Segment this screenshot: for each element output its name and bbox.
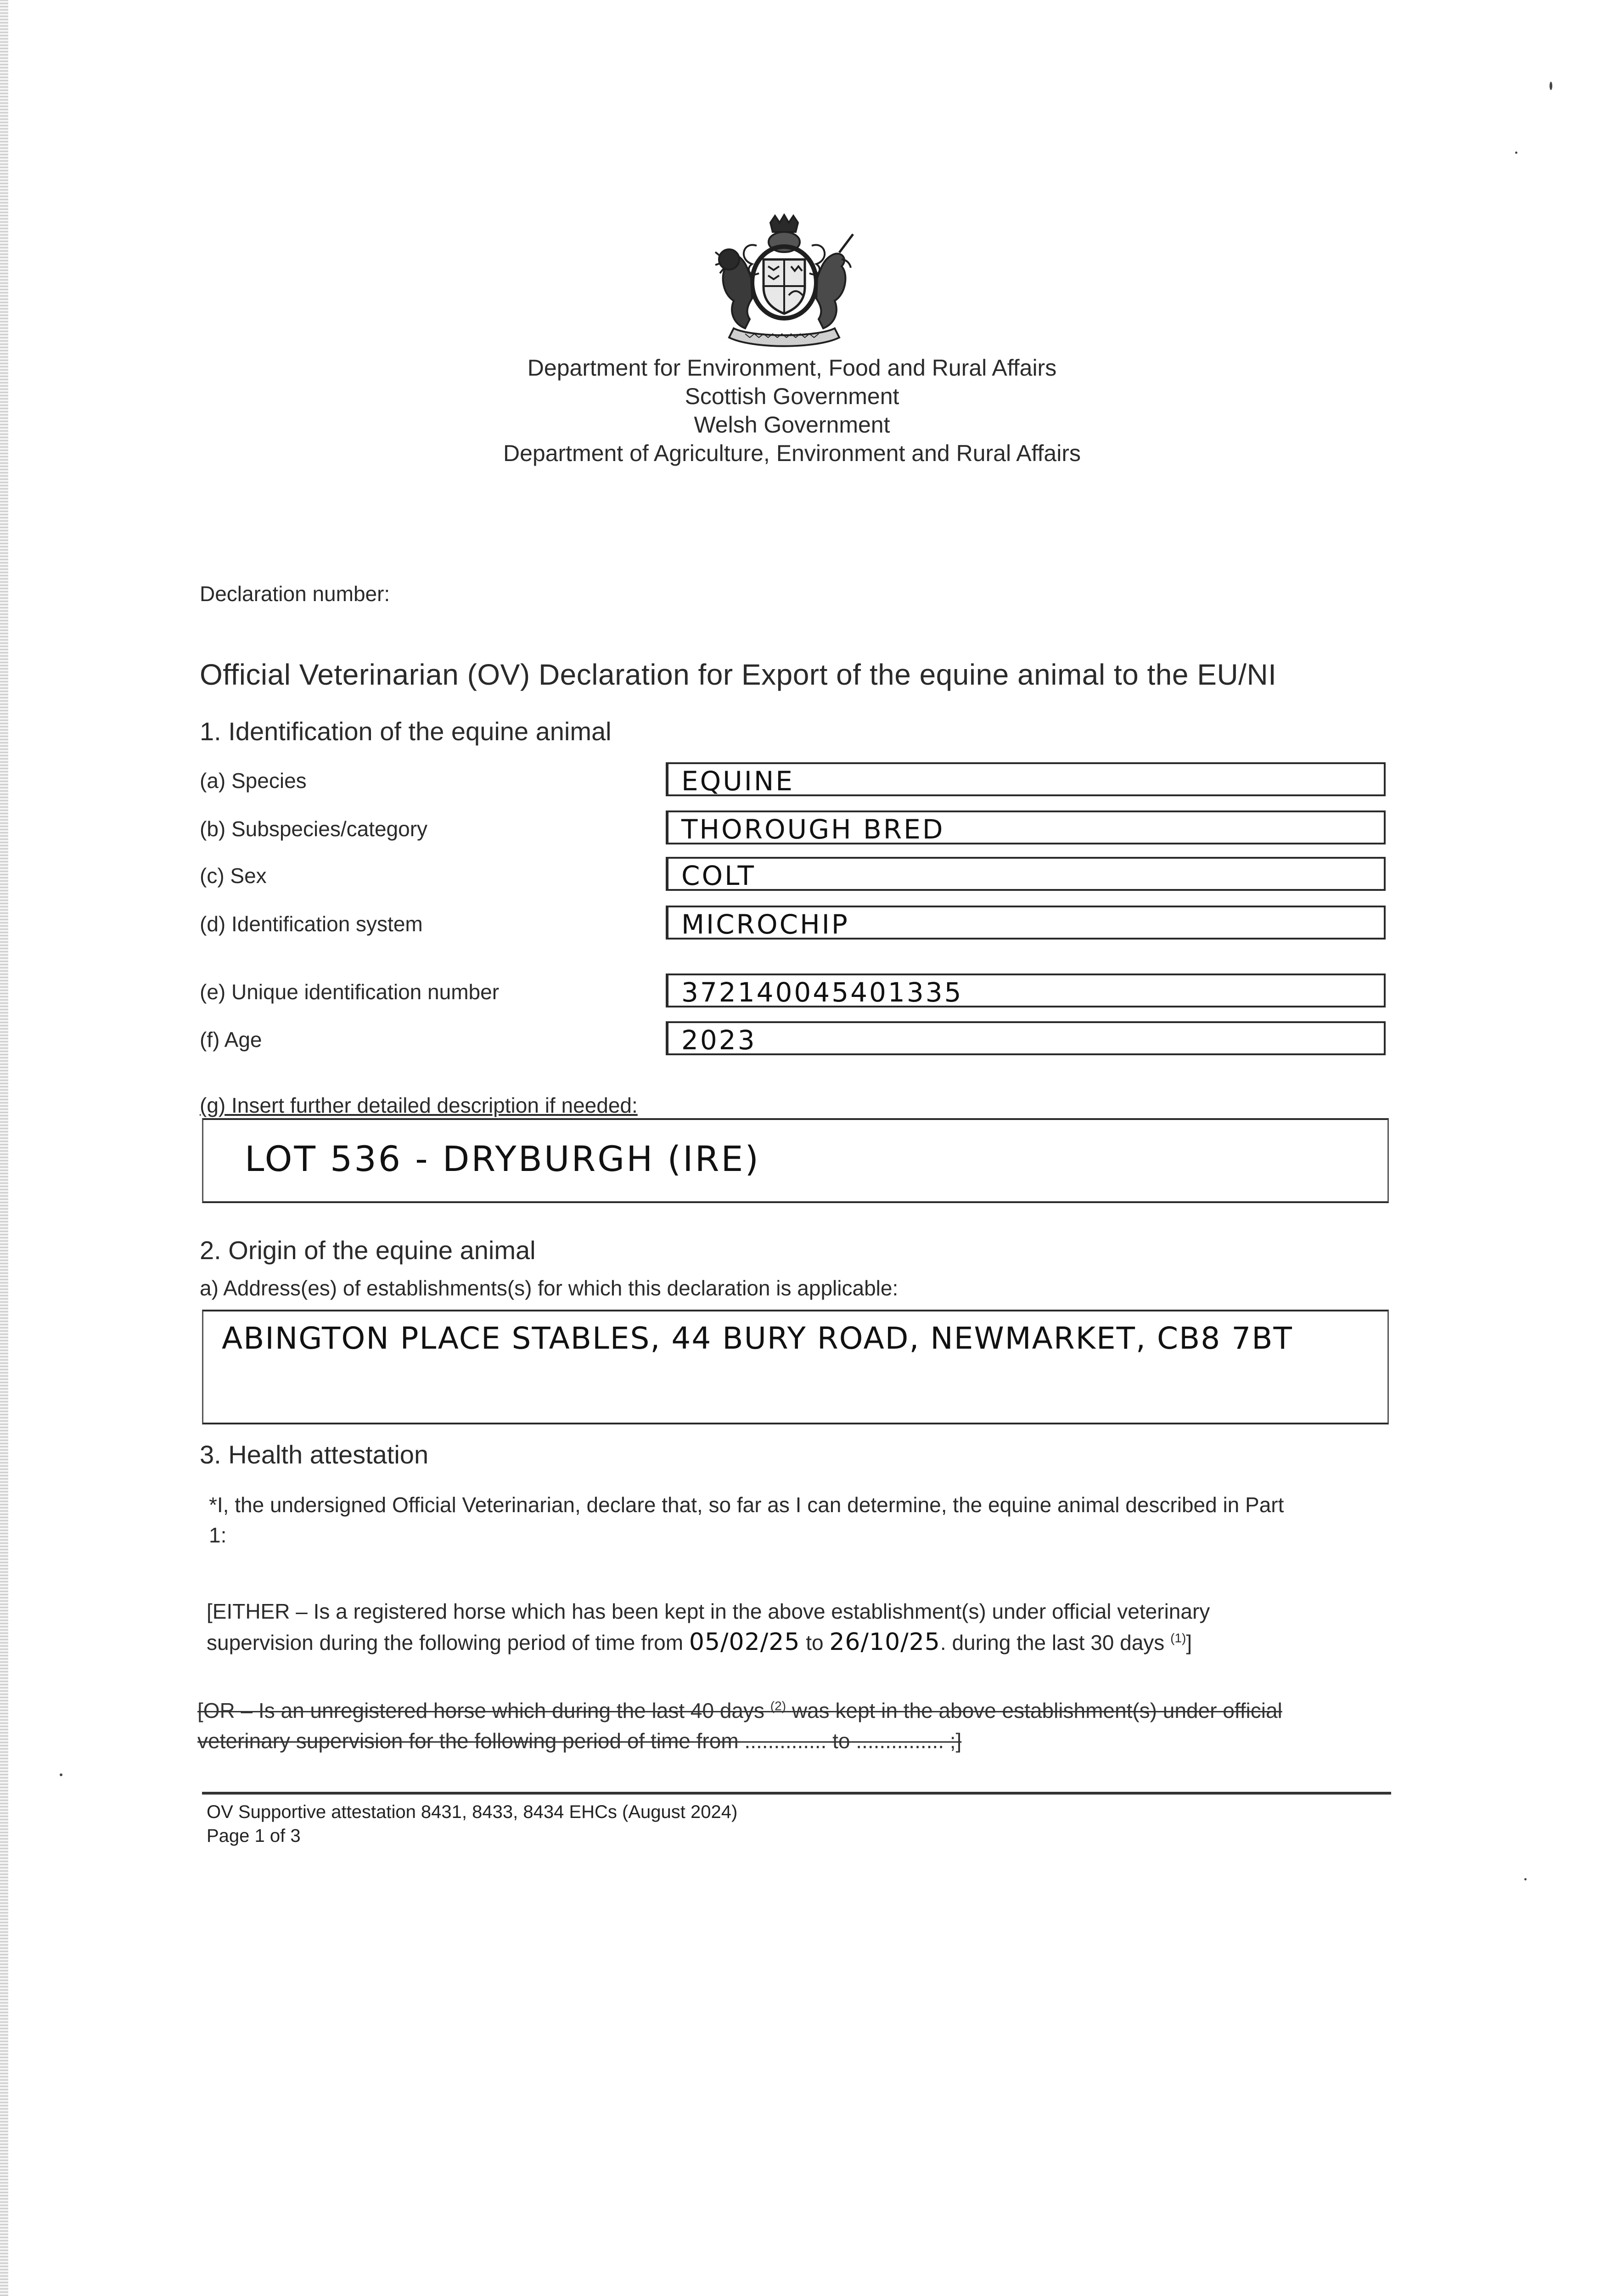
further-description-value: LOT 536 - DRYBURGH (IRE) [245, 1138, 761, 1179]
subspecies-field[interactable] [666, 810, 1386, 844]
unique-id-field[interactable] [666, 974, 1386, 1007]
section-3-heading: 3. Health attestation [200, 1440, 429, 1469]
attestation-intro-line-1: *I, the undersigned Official Veterinarian, declare that, so far as I can determine, the equine animal described in Part [209, 1493, 1284, 1517]
identification-system-value: MICROCHIP [681, 909, 849, 940]
scan-speck [1524, 1878, 1527, 1880]
scan-speck [1550, 82, 1552, 90]
or-clause-text-continued: was kept in the above establishment(s) under official [792, 1699, 1282, 1722]
section-1-heading: 1. Identification of the equine animal [200, 717, 612, 746]
identification-system-field[interactable] [666, 906, 1386, 940]
either-to-word: to [806, 1631, 824, 1654]
department-line: Scottish Government [685, 383, 899, 409]
footer-attestation-ref: OV Supportive attestation 8431, 8433, 8434 EHCs (August 2024) [207, 1802, 738, 1822]
footnote-marker: (1) [1170, 1631, 1186, 1645]
identification-system-label: (d) Identification system [200, 912, 423, 936]
subspecies-label: (b) Subspecies/category [200, 817, 428, 841]
either-clause-line-2 [207, 1628, 1192, 1656]
supervision-from-date: 05/02/25 [689, 1628, 800, 1656]
footer-divider [202, 1792, 1391, 1795]
or-clause-line-2: veterinary supervision for the following period of time from .............. to ............... ;] [197, 1729, 962, 1753]
footnote-marker: (2) [770, 1699, 786, 1713]
sex-field[interactable] [666, 857, 1386, 891]
sex-label: (c) Sex [200, 864, 267, 888]
address-box[interactable] [202, 1310, 1389, 1424]
declaration-number-label: Declaration number: [200, 582, 390, 606]
subspecies-value: THOROUGH BRED [681, 814, 945, 845]
age-value: 2023 [681, 1024, 757, 1056]
species-label: (a) Species [200, 769, 307, 793]
unique-id-value: 372140045401335 [681, 977, 963, 1008]
scan-speck [60, 1773, 62, 1776]
address-label: a) Address(es) of establishments(s) for which this declaration is applicable: [200, 1276, 899, 1300]
further-description-label: (g) Insert further detailed description if needed: [200, 1093, 638, 1117]
further-description-box[interactable] [202, 1118, 1389, 1203]
section-2-heading: 2. Origin of the equine animal [200, 1236, 536, 1265]
either-clause-line-1: [EITHER – Is a registered horse which has been kept in the above establishment(s) under official veterinary [207, 1599, 1210, 1623]
or-clause-text: [OR – Is an unregistered horse which during the last 40 days [197, 1699, 765, 1722]
department-header [413, 354, 1171, 467]
age-field[interactable] [666, 1021, 1386, 1055]
species-value: EQUINE [681, 765, 794, 797]
page-number: Page 1 of 3 [207, 1826, 301, 1846]
either-clause-text: supervision during the following period of time from [207, 1631, 684, 1654]
department-line: Welsh Government [694, 412, 890, 438]
document-title: Official Veterinarian (OV) Declaration for Export of the equine animal to the EU/NI [200, 658, 1277, 691]
supervision-to-date: 26/10/25 [829, 1628, 940, 1656]
either-clause-tail: . during the last 30 days [940, 1631, 1165, 1654]
species-field[interactable] [666, 762, 1386, 796]
department-line: Department for Environment, Food and Rural Affairs [527, 355, 1057, 381]
either-clause-close: ] [1186, 1631, 1192, 1654]
unique-id-label: (e) Unique identification number [200, 980, 500, 1004]
or-clause-line-1 [197, 1698, 1282, 1723]
age-label: (f) Age [200, 1028, 262, 1052]
sex-value: COLT [681, 860, 756, 891]
attestation-intro-line-2: 1: [209, 1523, 227, 1547]
department-line: Department of Agriculture, Environment and Rural Affairs [503, 440, 1081, 466]
royal-coat-of-arms-emblem [702, 214, 867, 351]
scan-speck [1515, 152, 1517, 154]
address-value: ABINGTON PLACE STABLES, 44 BURY ROAD, NEWMARKET, CB8 7BT [222, 1321, 1293, 1356]
scan-edge [0, 0, 8, 2296]
